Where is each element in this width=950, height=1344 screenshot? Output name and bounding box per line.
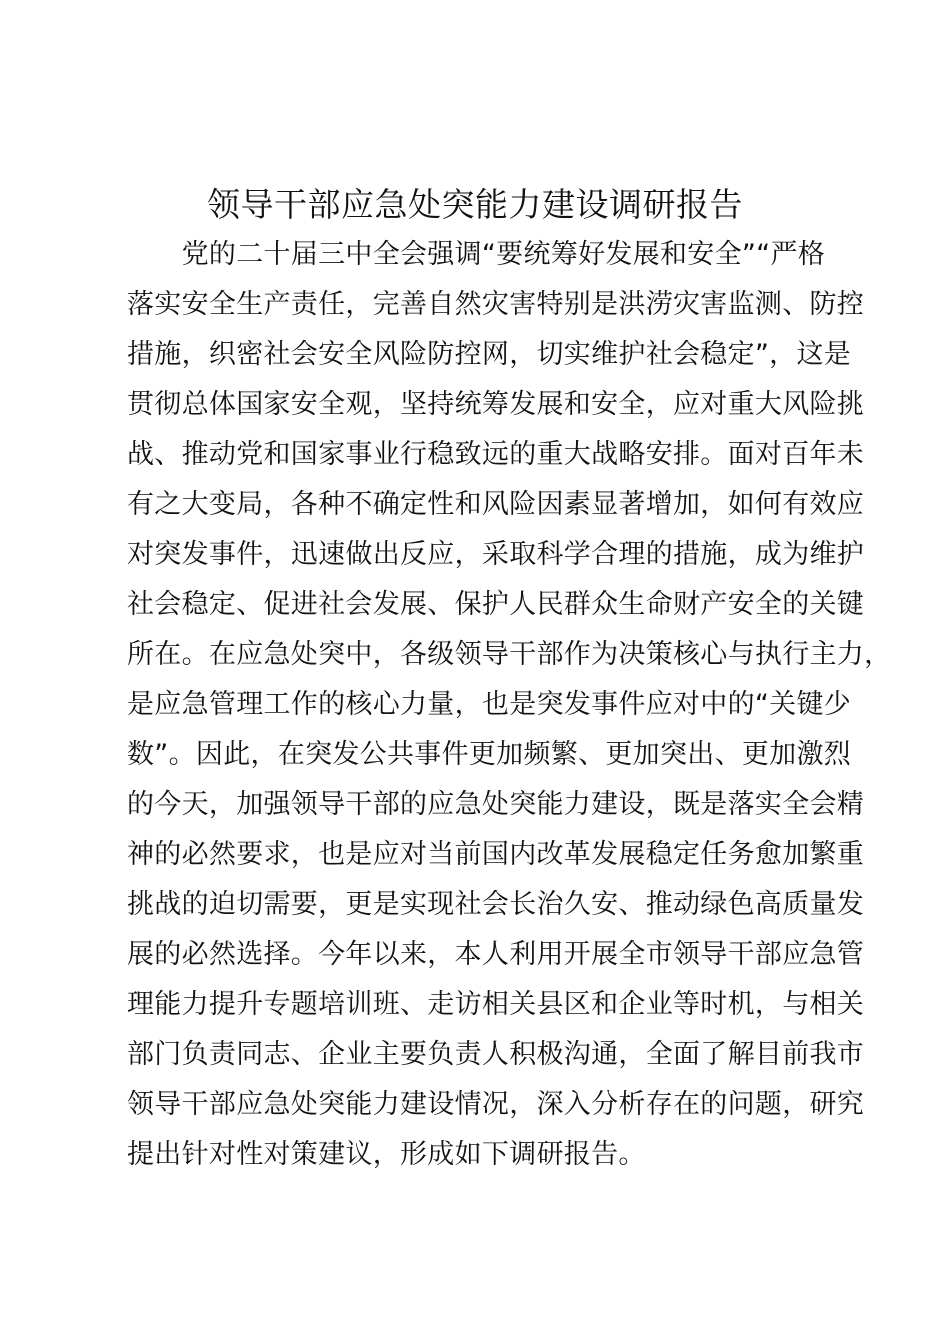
paragraph-line: 展的必然选择。今年以来，本人利用开展全市领导干部应急管 xyxy=(127,939,865,970)
paragraph-line: 理能力提升专题培训班、走访相关县区和企业等时机，与相关 xyxy=(127,989,865,1020)
paragraph-line: 神的必然要求，也是应对当前国内改革发展稳定任务愈加繁重 xyxy=(127,839,865,870)
paragraph-line: 落实安全生产责任，完善自然灾害特别是洪涝灾害监测、防控 xyxy=(127,289,865,320)
paragraph-line: 领导干部应急处突能力建设情况，深入分析存在的问题，研究 xyxy=(127,1089,865,1120)
paragraph-line: 部门负责同志、企业主要负责人积极沟通，全面了解目前我市 xyxy=(127,1039,865,1070)
paragraph-line: 贯彻总体国家安全观，坚持统筹发展和安全，应对重大风险挑 xyxy=(127,389,865,420)
paragraph-line: 对突发事件，迅速做出反应，采取科学合理的措施，成为维护 xyxy=(127,539,865,570)
paragraph-line: 数”。因此，在突发公共事件更加频繁、更加突出、更加激烈 xyxy=(127,739,852,770)
body-paragraph xyxy=(127,230,892,1180)
paragraph-line: 挑战的迫切需要，更是实现社会长治久安、推动绿色高质量发 xyxy=(127,889,865,920)
document-title: 领导干部应急处突能力建设调研报告 xyxy=(207,185,743,224)
paragraph-line: 措施，织密社会安全风险防控网，切实维护社会稳定”，这是 xyxy=(127,339,852,370)
paragraph-line: 的今天，加强领导干部的应急处突能力建设，既是落实全会精 xyxy=(127,789,865,820)
paragraph-line: 所在。在应急处突中，各级领导干部作为决策核心与执行主力， xyxy=(127,639,892,670)
paragraph-line: 党的二十届三中全会强调“要统筹好发展和安全”“严格 xyxy=(127,239,826,270)
paragraph-line: 是应急管理工作的核心力量，也是突发事件应对中的“关键少 xyxy=(127,689,852,720)
paragraph-line: 提出针对性对策建议，形成如下调研报告。 xyxy=(127,1139,646,1170)
paragraph-line: 战、推动党和国家事业行稳致远的重大战略安排。面对百年未 xyxy=(127,439,865,470)
paragraph-line: 社会稳定、促进社会发展、保护人民群众生命财产安全的关键 xyxy=(127,589,865,620)
paragraph-line: 有之大变局，各种不确定性和风险因素显著增加，如何有效应 xyxy=(127,489,865,520)
